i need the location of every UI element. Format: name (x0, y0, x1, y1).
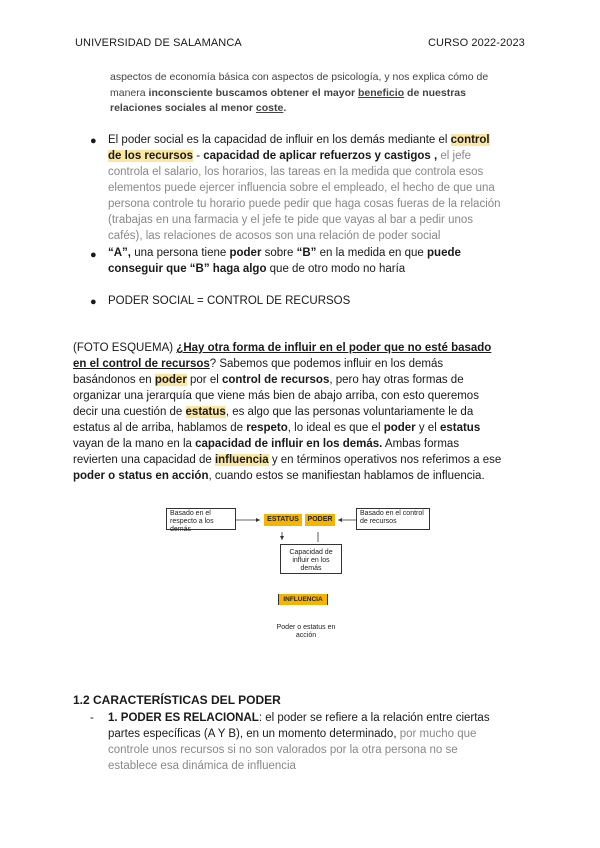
dash-marker: - (90, 712, 94, 724)
box-capacidad: Capacidad de influir en los demás (280, 544, 342, 574)
bullet-formula: PODER SOCIAL = CONTROL DE RECURSOS (108, 295, 351, 307)
bullet-poder-social: El poder social es la capacidad de influir en los demás mediante el control de los recursos - capacidad de aplicar refuerzos y castigos , el jefe controla el salario, los horarios, las tareas en la medida que controla esos elementos puede ejercer influencia sobre el empleado, el hecho de que una persona controle tu horario puede pedir que haga cosas fueras de la relación (trabajas en una farmacia y el jefe te pide que vayas al bar a pedir unos cafés), las relaciones de acosos son una relación de poder social (108, 134, 501, 242)
intro-paragraph (110, 70, 530, 117)
section-title: 1.2 CARACTERÍSTICAS DEL PODER (73, 693, 281, 707)
item-relacional: 1. PODER ES RELACIONAL: el poder se refiere a la relación entre ciertas partes específicas (A Y B), en un momento determinado, por mucho que controle unos recursos si no son valorados por la otra persona no se establece esa dinámica de influencia (108, 712, 490, 772)
diagram-influence (160, 500, 440, 660)
intro-line: aspectos de economía básica con aspectos de psicología, y nos explica cómo de (110, 71, 489, 83)
box-respeto: Basado en el respecto a los demás (166, 508, 236, 530)
header-university: UNIVERSIDAD DE SALAMANCA (75, 37, 242, 49)
bullet-icon: ● (90, 249, 97, 261)
intro-line: manera inconsciente buscamos obtener el mayor beneficio de nuestras (110, 86, 466, 99)
label-poder-accion: Poder o estatus en acción (276, 624, 336, 639)
bullet-icon: ● (90, 135, 97, 147)
bullet-a-b: “A”, una persona tiene poder sobre “B” en la medida en que puede conseguir que “B” haga algo que de otro modo no haría (108, 247, 461, 275)
intro-line: relaciones sociales al menor coste. (110, 102, 287, 114)
tag-influencia: INFLUENCIA (278, 594, 328, 605)
tag-poder: PODER (305, 514, 335, 526)
tag-estatus: ESTATUS (264, 514, 302, 526)
header-course: CURSO 2022-2023 (428, 37, 525, 49)
paragraph-estatus: (FOTO ESQUEMA) ¿Hay otra forma de influir en el poder que no esté basado en el control de recursos? Sabemos que podemos influir en los demás basándonos en poder por el control de recursos, pero hay otras formas de organizar una jerarquía que viene más bien de abajo arriba, con esto queremos decir una cuestión de estatus, es algo que las personas voluntariamente le da estatus al de arriba, hablamos de respeto, lo ideal es que el poder y el estatus vayan de la mano en la capacidad de influir en los demás. Ambas formas revierten una capacidad de influencia y en términos operativos nos referimos a ese poder o status en acción, cuando estos se manifiestan hablamos de influencia. (73, 342, 502, 482)
box-recursos: Basado en el control de recursos (356, 508, 430, 530)
bullet-icon: ● (90, 296, 97, 308)
